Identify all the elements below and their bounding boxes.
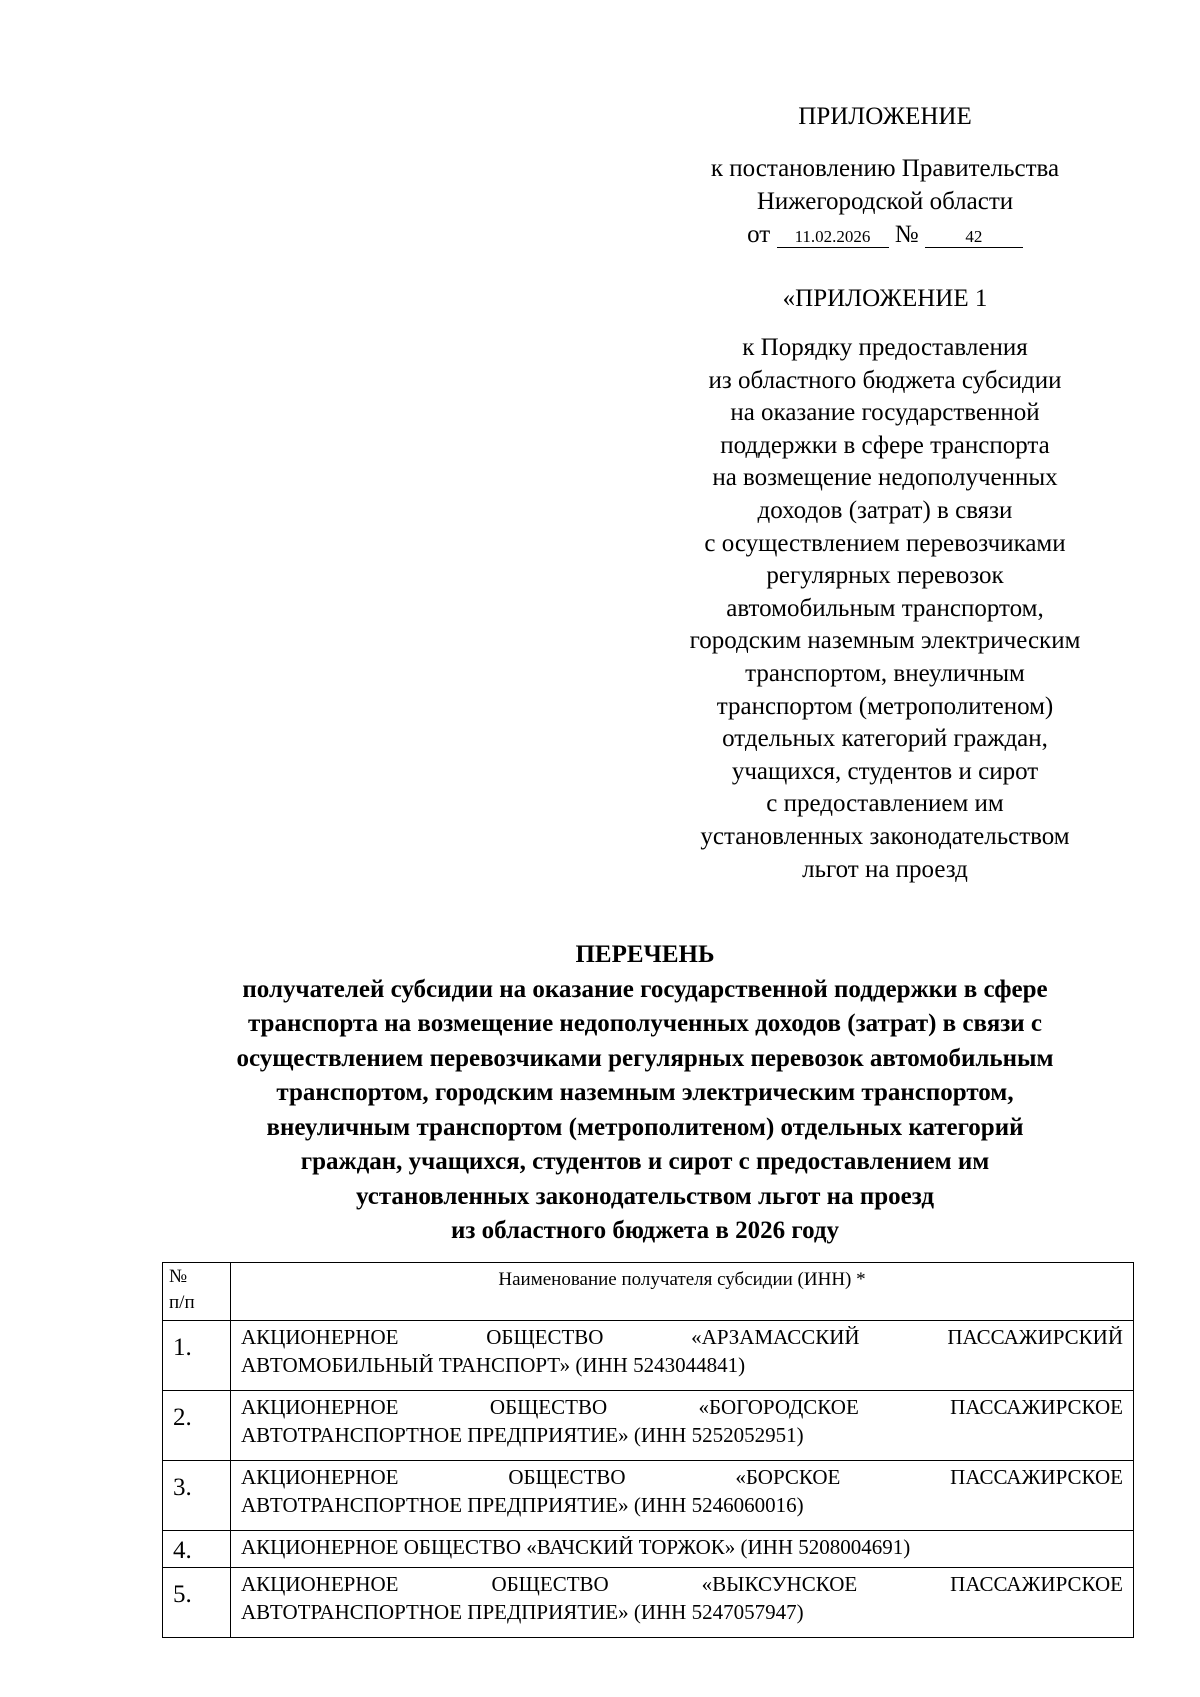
- document-title: [150, 938, 1140, 1249]
- date-value: 11.02.2026: [777, 227, 889, 248]
- order-line: на оказание государственной: [730, 399, 1040, 427]
- row-recipient: [231, 1568, 1134, 1638]
- row-number: 2.: [163, 1391, 231, 1461]
- order-line: транспортом (метрополитеном): [716, 692, 1054, 720]
- title-heading: ПЕРЕЧЕНЬ: [575, 941, 715, 968]
- row-number: 3.: [163, 1461, 231, 1531]
- appendix-subtitle: [660, 152, 1110, 218]
- title-line: осуществлением перевозчиками регулярных перевозок автомобильным: [236, 1044, 1054, 1072]
- recipient-line: АВТОТРАНСПОРТНОЕ ПРЕДПРИЯТИЕ» (ИНН 5252052951): [241, 1423, 804, 1447]
- table-row: [163, 1461, 1134, 1531]
- order-line: регулярных перевозок: [766, 562, 1004, 590]
- header-num-cell: [163, 1263, 231, 1321]
- appendix-heading: ПРИЛОЖЕНИЕ: [798, 103, 972, 130]
- number-sign: №: [894, 221, 919, 248]
- order-line: из областного бюджета субсидии: [708, 366, 1062, 394]
- header-num-sign: №: [169, 1266, 188, 1287]
- row-number: 4.: [163, 1531, 231, 1568]
- header-num-pp: п/п: [169, 1292, 195, 1313]
- appendix1-heading: «ПРИЛОЖЕНИЕ 1: [782, 285, 988, 312]
- recipient-line: АВТОТРАНСПОРТНОЕ ПРЕДПРИЯТИЕ» (ИНН 5247057947): [241, 1600, 804, 1624]
- order-line: автомобильным транспортом,: [726, 594, 1044, 622]
- recipient-line: АКЦИОНЕРНОЕ ОБЩЕСТВО «ВАЧСКИЙ ТОРЖОК» (ИНН 5208004691): [241, 1535, 911, 1559]
- header-name-cell: Наименование получателя субсидии (ИНН) *: [231, 1263, 1134, 1321]
- table-row: [163, 1321, 1134, 1391]
- order-line: на возмещение недополученных: [712, 464, 1058, 492]
- table-header-row: [163, 1263, 1134, 1321]
- recipient-line: АКЦИОНЕРНОЕ ОБЩЕСТВО «БОРСКОЕ ПАССАЖИРСКОЕ: [241, 1465, 1123, 1489]
- recipient-line: АКЦИОНЕРНОЕ ОБЩЕСТВО «ВЫКСУНСКОЕ ПАССАЖИРСКОЕ: [241, 1572, 1123, 1596]
- recipient-line: АКЦИОНЕРНОЕ ОБЩЕСТВО «БОГОРОДСКОЕ ПАССАЖИРСКОЕ: [241, 1395, 1123, 1419]
- title-line: граждан, учащихся, студентов и сирот с предоставлением им: [300, 1148, 990, 1175]
- appendix-line: к постановлению Правительства: [710, 155, 1060, 182]
- order-line: к Порядку предоставления: [742, 334, 1028, 361]
- title-line: получателей субсидии на оказание государственной поддержки в сфере: [242, 975, 1048, 1003]
- order-line: городским наземным электрическим: [689, 627, 1081, 655]
- recipient-line: АКЦИОНЕРНОЕ ОБЩЕСТВО «АРЗАМАССКИЙ ПАССАЖИРСКИЙ: [241, 1325, 1123, 1349]
- title-line: из областного бюджета в 2026 году: [450, 1217, 840, 1244]
- row-number: 5.: [163, 1568, 231, 1638]
- table-row: [163, 1568, 1134, 1638]
- number-value: 42: [925, 227, 1023, 248]
- table-row: [163, 1391, 1134, 1461]
- row-recipient: [231, 1461, 1134, 1531]
- order-line: с осуществлением перевозчиками: [704, 529, 1066, 557]
- title-line: установленных законодательством льгот на проезд: [356, 1182, 934, 1210]
- recipient-line: АВТОТРАНСПОРТНОЕ ПРЕДПРИЯТИЕ» (ИНН 5246060016): [241, 1493, 804, 1517]
- row-number: 1.: [163, 1321, 231, 1391]
- title-line: транспорта на возмещение недополученных доходов (затрат) в связи с: [247, 1010, 1043, 1037]
- order-line: отдельных категорий граждан,: [722, 725, 1048, 753]
- title-line: транспортом, городским наземным электрическим транспортом,: [276, 1079, 1014, 1106]
- appendix1-order-text: [660, 332, 1110, 886]
- order-line: транспортом, внеуличным: [745, 659, 1025, 687]
- appendix-line: Нижегородской области: [756, 188, 1014, 215]
- order-line: поддержки в сфере транспорта: [720, 431, 1050, 459]
- appendix-date-number: [660, 218, 1110, 251]
- date-prefix: от: [747, 221, 771, 248]
- recipient-line: АВТОМОБИЛЬНЫЙ ТРАНСПОРТ» (ИНН 5243044841): [241, 1353, 746, 1377]
- table-row: [163, 1531, 1134, 1568]
- row-recipient: [231, 1391, 1134, 1461]
- order-line: с предоставлением им: [766, 790, 1004, 818]
- order-line: установленных законодательством: [700, 822, 1070, 850]
- row-recipient: [231, 1531, 1134, 1568]
- row-recipient: [231, 1321, 1134, 1391]
- order-line: доходов (затрат) в связи: [757, 496, 1013, 524]
- title-line: внеуличным транспортом (метрополитеном) отдельных категорий: [266, 1113, 1024, 1141]
- order-line: льгот на проезд: [802, 855, 968, 883]
- order-line: учащихся, студентов и сирот: [731, 757, 1039, 785]
- recipients-table: [162, 1262, 1134, 1638]
